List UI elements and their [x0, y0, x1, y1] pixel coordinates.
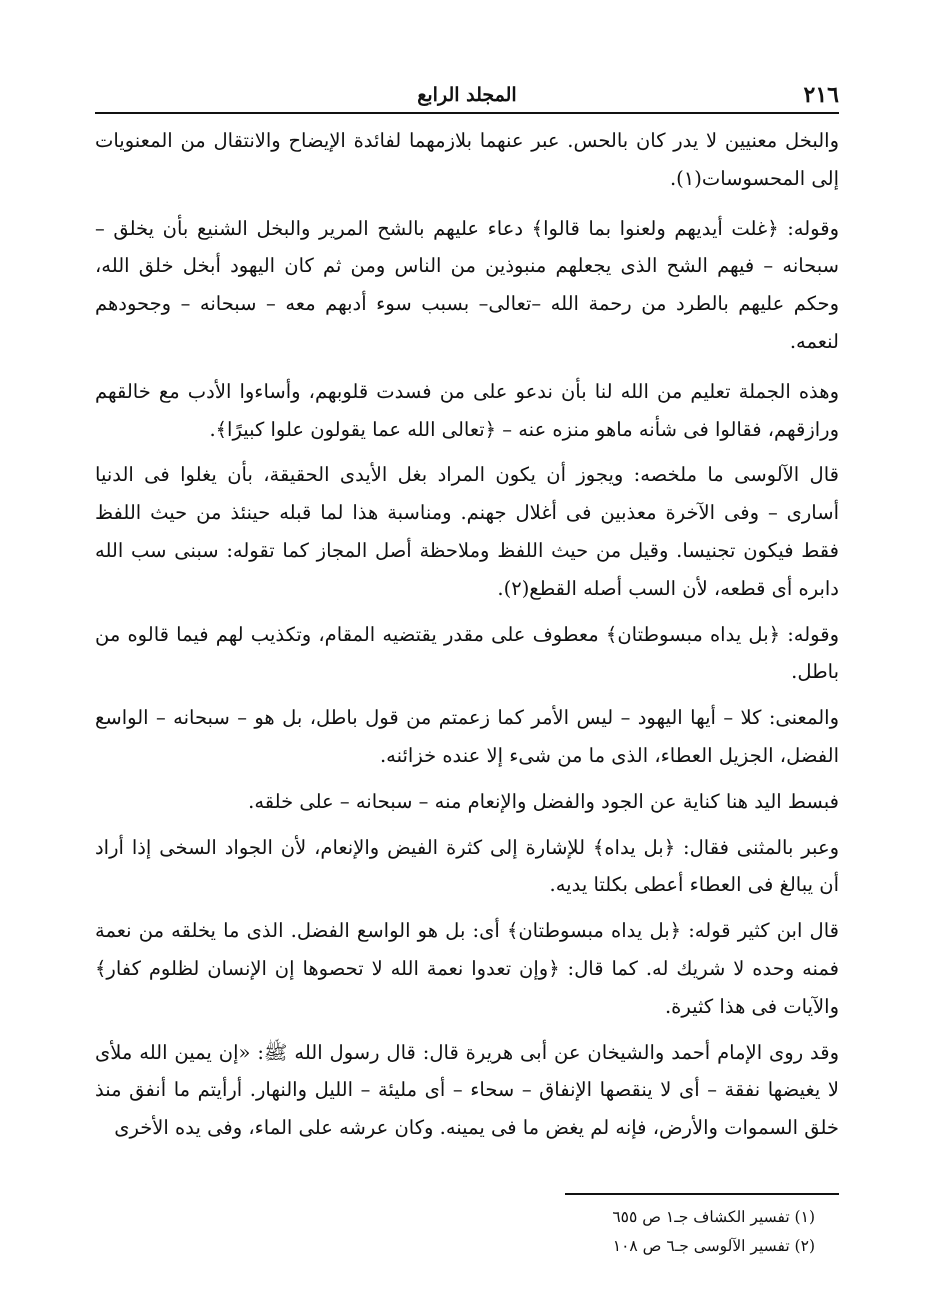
footnote: (١) تفسير الكشاف جـ١ ص ٦٥٥ — [612, 1207, 815, 1226]
paragraph: وهذه الجملة تعليم من الله لنا بأن ندعو على من فسدت قلوبهم، وأساءوا الأدب مع خالقهم ورازقهم، فقالوا فى شأنه ماهو منزه عنه – ﴿تعالى الله عما يقولون علوا كبيرًا﴾. — [95, 379, 839, 441]
paragraph: وعبر بالمثنى فقال: ﴿بل يداه﴾ للإشارة إلى كثرة الفيض والإنعام، لأن الجواد السخى إذا أراد أن يبالغ فى العطاء أعطى بكلتا يديه. — [95, 835, 839, 897]
book-page — [95, 80, 839, 1261]
paragraph: وقد روى الإمام أحمد والشيخان عن أبى هريرة قال: قال رسول الله ﷺ: «إن يمين الله ملأى لا يغيضها نفقة – أى لا ينقصها الإنفاق – سحاء – أى مليئة – الليل والنهار. أرأيتم ما أنفق منذ خلق السموات والأرض، فإنه لم يغض ما فى يمينه. وكان عرشه على الماء، وفى يده الأخرى — [95, 1040, 839, 1140]
paragraph: فبسط اليد هنا كناية عن الجود والفضل والإنعام منه – سبحانه – على خلقه. — [248, 789, 839, 813]
page-number: ٢١٦ — [803, 82, 839, 108]
paragraph: والمعنى: كلا – أيها اليهود – ليس الأمر كما زعمتم من قول باطل، بل هو – سبحانه – الواسع الفضل، الجزيل العطاء، الذى ما من شىء إلا عنده خزائنه. — [95, 706, 839, 767]
paragraph: وقوله: ﴿غلت أيديهم ولعنوا بما قالوا﴾ دعاء عليهم بالشح المرير والبخل الشنيع بأن يخلق – سبحانه – فيهم الشح الذى يجعلهم منبوذين من الناس ومن ثم كان اليهود أبخل خلق الله، وحكم عليهم بالطرد من رحمة الله –تعالى– بسبب سوء أدبهم معه – سبحانه – وجحودهم لنعمه. — [95, 216, 839, 353]
footnote-divider — [565, 1193, 839, 1195]
running-title: المجلد الرابع — [417, 84, 517, 106]
paragraph: والبخل معنيين لا يدر كان بالحس. عبر عنهما بلازمهما لفائدة الإيضاح والانتقال من المعنويات إلى المحسوسات(١). — [95, 129, 839, 190]
paragraph: قال الآلوسى ما ملخصه: ويجوز أن يكون المراد بغل الأيدى الحقيقة، بأن يغلوا فى الدنيا أسارى – وفى الآخرة معذبين فى أغلال جهنم. ومناسبة هذا لما قبله حينئذ من حيث اللفظ فقط فيكون تجنيسا. وقيل من حيث اللفظ وملاحظة أصل المجاز كما تقوله: سبنى سب الله دابره أى قطعه، لأن السب أصله القطع(٢). — [95, 463, 839, 600]
paragraph: قال ابن كثير قوله: ﴿بل يداه مبسوطتان﴾ أى: بل هو الواسع الفضل. الذى ما يخلقه من نعمة فمنه وحده لا شريك له. كما قال: ﴿وإن تعدوا نعمة الله لا تحصوها إن الإنسان لظلوم كفار﴾ والآيات فى هذا كثيرة. — [95, 919, 839, 1018]
footnote: (٢) تفسير الآلوسى جـ٦ ص ١٠٨ — [612, 1236, 815, 1255]
footnotes — [95, 1203, 839, 1261]
body-text — [95, 122, 839, 1147]
paragraph: وقوله: ﴿بل يداه مبسوطتان﴾ معطوف على مقدر يقتضيه المقام، وتكذيب لهم فيما قالوه من باطل. — [95, 622, 839, 684]
page-header — [95, 80, 839, 114]
